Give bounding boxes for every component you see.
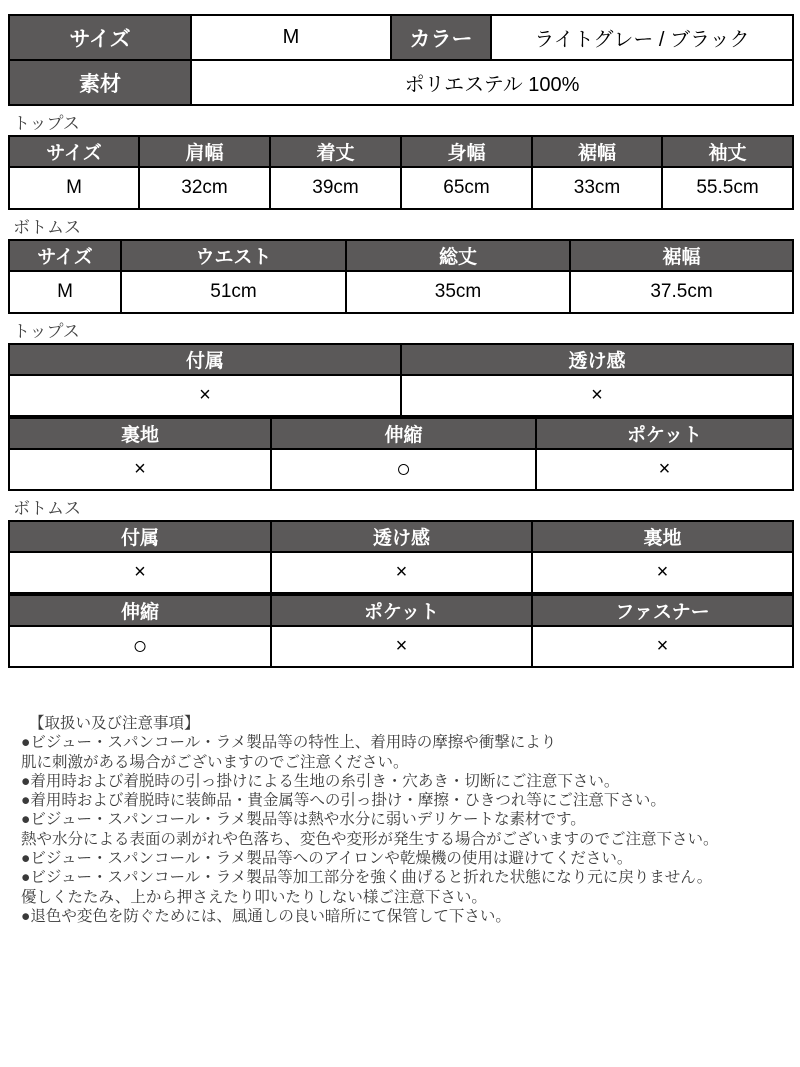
spec-table — [8, 14, 794, 106]
table-header-cell: 透け感 — [401, 344, 793, 375]
table-header-cell: ウエスト — [121, 240, 346, 271]
handling-notes — [21, 714, 800, 926]
notes-line: ●ビジュー・スパンコール・ラメ製品等へのアイロンや乾燥機の使用は避けてください。 — [21, 850, 633, 868]
section-label-bottoms-features: ボトムス — [13, 499, 81, 518]
feature-mark-cell: × — [9, 552, 271, 593]
tops-features-table-row2 — [8, 417, 794, 491]
size-header-cell: サイズ — [9, 15, 191, 60]
table-header-cell: ファスナー — [532, 595, 793, 626]
table-header-row — [9, 418, 793, 449]
notes-title: 【取扱い及び注意事項】 — [29, 715, 200, 732]
feature-mark-cell: × — [271, 552, 532, 593]
table-header-cell: 身幅 — [401, 136, 532, 167]
feature-mark-cell: × — [532, 626, 793, 667]
table-value-row — [9, 167, 793, 209]
table-header-cell: サイズ — [9, 240, 121, 271]
table-value-row — [9, 375, 793, 416]
feature-mark-cell: ○ — [9, 626, 271, 667]
table-header-row — [9, 521, 793, 552]
table-value-cell: 35cm — [346, 271, 570, 313]
notes-line: 優しくたたみ、上から押さえたり叩いたりしない様ご注意下さい。 — [21, 888, 487, 906]
table-header-cell: ポケット — [271, 595, 532, 626]
material-value-cell: ポリエステル 100% — [191, 60, 793, 105]
table-value-cell: 37.5cm — [570, 271, 793, 313]
table-header-cell: 裏地 — [9, 418, 271, 449]
table-value-cell: 39cm — [270, 167, 401, 209]
table-header-cell: 裾幅 — [532, 136, 662, 167]
table-value-row — [9, 271, 793, 313]
tops-size-table — [8, 135, 794, 210]
table-header-row — [9, 136, 793, 167]
table-header-cell: 付属 — [9, 521, 271, 552]
table-value-cell: 55.5cm — [662, 167, 793, 209]
notes-line: ●ビジュー・スパンコール・ラメ製品等加工部分を強く曲げると折れた状態になり元に戻りません。 — [21, 869, 713, 887]
table-header-cell: 伸縮 — [271, 418, 536, 449]
table-value-cell: 51cm — [121, 271, 346, 313]
table-header-row — [9, 344, 793, 375]
table-header-cell: 付属 — [9, 344, 401, 375]
section-label-tops-features: トップス — [13, 322, 80, 341]
material-header-cell: 素材 — [9, 60, 191, 105]
notes-line: ●退色や変色を防ぐためには、風通しの良い暗所にて保管して下さい。 — [21, 907, 511, 925]
table-header-row — [9, 595, 793, 626]
section-label-tops-size: トップス — [13, 114, 80, 133]
feature-mark-cell: × — [536, 449, 793, 490]
table-value-cell: M — [9, 271, 121, 313]
table-value-row — [9, 626, 793, 667]
section-label-bottoms-size: ボトムス — [13, 218, 81, 237]
notes-line: ●着用時および着脱時の引っ掛けによる生地の糸引き・穴あき・切断にご注意下さい。 — [21, 772, 620, 790]
table-header-cell: ポケット — [536, 418, 793, 449]
table-value-cell: M — [9, 167, 139, 209]
table-value-row — [9, 552, 793, 593]
feature-mark-cell: × — [401, 375, 793, 416]
feature-mark-cell: × — [532, 552, 793, 593]
table-header-cell: 総丈 — [346, 240, 570, 271]
table-value-cell: 33cm — [532, 167, 662, 209]
table-header-cell: 裏地 — [532, 521, 793, 552]
notes-line: ●着用時および着脱時に装飾品・貴金属等への引っ掛け・摩擦・ひきつれ等にご注意下さい。 — [21, 792, 666, 810]
notes-line: ●ビジュー・スパンコール・ラメ製品等の特性上、着用時の摩擦や衝撃により — [21, 734, 557, 752]
bottoms-size-table — [8, 239, 794, 314]
table-value-cell: 65cm — [401, 167, 532, 209]
notes-line: 肌に刺激がある場合がございますのでご注意ください。 — [21, 753, 409, 771]
size-value-cell: M — [191, 15, 391, 60]
table-value-row — [9, 449, 793, 490]
table-header-row — [9, 240, 793, 271]
bottoms-features-table-row1 — [8, 520, 794, 594]
bottoms-features-table-row2 — [8, 594, 794, 668]
color-value-cell: ライトグレー / ブラック — [491, 15, 793, 60]
table-header-cell: 肩幅 — [139, 136, 270, 167]
table-header-cell: 裾幅 — [570, 240, 793, 271]
tops-features-table-row1 — [8, 343, 794, 417]
feature-mark-cell: ○ — [271, 449, 536, 490]
table-header-cell: サイズ — [9, 136, 139, 167]
color-header-cell: カラー — [391, 15, 491, 60]
table-header-cell: 袖丈 — [662, 136, 793, 167]
table-value-cell: 32cm — [139, 167, 270, 209]
feature-mark-cell: × — [9, 449, 271, 490]
table-header-cell: 着丈 — [270, 136, 401, 167]
notes-line: ●ビジュー・スパンコール・ラメ製品等は熱や水分に弱いデリケートな素材です。 — [21, 811, 586, 829]
feature-mark-cell: × — [271, 626, 532, 667]
feature-mark-cell: × — [9, 375, 401, 416]
notes-line: 熱や水分による表面の剥がれや色落ち、変色や変形が発生する場合がございますのでご注意下さい。 — [21, 830, 719, 848]
table-header-cell: 透け感 — [271, 521, 532, 552]
table-header-cell: 伸縮 — [9, 595, 271, 626]
